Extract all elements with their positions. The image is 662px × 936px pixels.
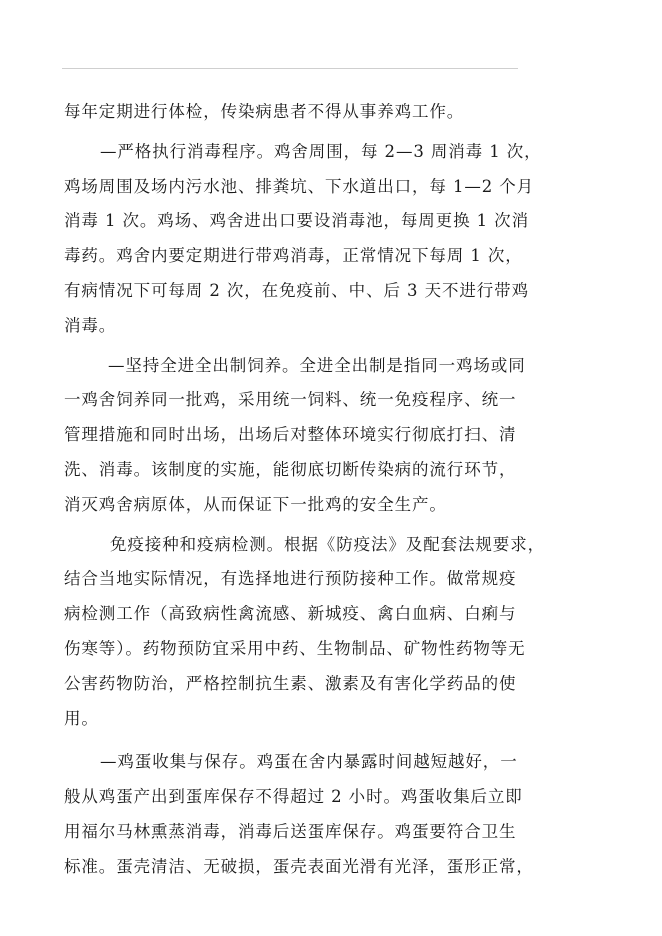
text-line: 一鸡舍饲养同一批鸡，采用统一饲料、统一免疫程序、统一 (64, 390, 517, 410)
text-line: 般从鸡蛋产出到蛋库保存不得超过 2 小时。鸡蛋收集后立即 (64, 787, 523, 807)
text-line: 消毒 1 次。鸡场、鸡舍进出口要设消毒池，每周更换 1 次消 (64, 211, 529, 231)
text-line: 消灭鸡舍病原体，从而保证下一批鸡的安全生产。 (64, 494, 447, 514)
text-line: 每年定期进行体检，传染病患者不得从事养鸡工作。 (64, 102, 465, 121)
text-line: 伤寒等）。药物预防宜采用中药、生物制品、矿物性药物等无 (64, 638, 526, 658)
text-line: 用福尔马林熏蒸消毒，消毒后送蛋库保存。鸡蛋要符合卫生 (64, 821, 517, 841)
text-line: —坚持全进全出制饲养。全进全出制是指同一鸡场或同 (108, 355, 526, 375)
text-line: —鸡蛋收集与保存。鸡蛋在舍内暴露时间越短越好，一 (100, 752, 518, 772)
text-line: 鸡场周围及场内污水池、排粪坑、下水道出口，每 1—2 个月 (64, 176, 535, 196)
paragraph (64, 97, 544, 132)
document-body (64, 97, 544, 887)
text-line: 消毒。 (64, 315, 117, 335)
text-line: 标准。蛋壳清洁、无破损，蛋壳表面光滑有光泽，蛋形正常， (64, 856, 534, 876)
paragraph (64, 137, 544, 346)
paragraph (64, 530, 544, 739)
text-line: 用。 (64, 708, 99, 728)
text-line: —严格执行消毒程序。鸡舍周围，每 2—3 周消毒 1 次， (100, 141, 542, 161)
text-line: 有病情况下可每周 2 次，在免疫前、中、后 3 天不进行带鸡 (64, 280, 529, 300)
text-line: 病检测工作（高致病性禽流感、新城疫、禽白血病、白痢与 (64, 604, 517, 624)
header-rule (62, 68, 518, 69)
paragraph (64, 351, 544, 525)
paragraph (64, 747, 544, 886)
text-line: 毒药。鸡舍内要定期进行带鸡消毒，正常情况下每周 1 次， (64, 246, 523, 266)
text-line: 洗、消毒。该制度的实施，能彻底切断传染病的流行环节， (64, 459, 517, 479)
text-line: 结合当地实际情况，有选择地进行预防接种工作。做常规疫 (64, 569, 517, 589)
text-line: 公害药物防治，严格控制抗生素、激素及有害化学药品的使 (64, 673, 517, 693)
text-line: 免疫接种和疫病检测。根据《防疫法》及配套法规要求， (110, 534, 545, 554)
text-line: 管理措施和同时出场，出场后对整体环境实行彻底打扫、清 (64, 425, 517, 445)
